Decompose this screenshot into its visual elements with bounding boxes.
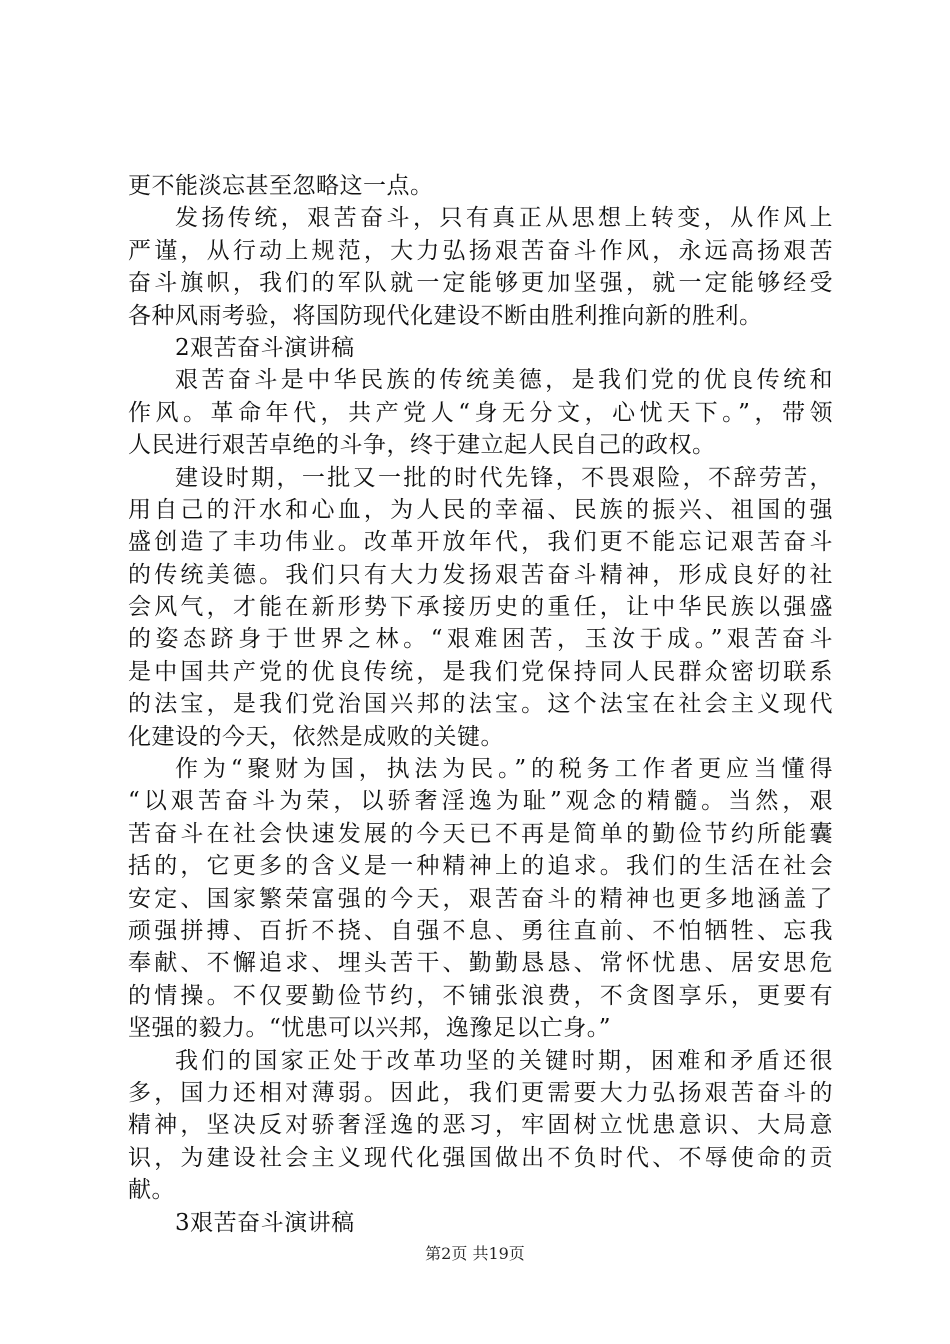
text-line: 括的，它更多的含义是一种精神上的追求。我们的生活在社会 bbox=[128, 853, 833, 880]
text-line: 建设时期，一批又一批的时代先锋，不畏艰险，不辞劳苦， bbox=[175, 464, 833, 491]
text-line: 人民进行艰苦卓绝的斗争，终于建立起人民自己的政权。 bbox=[128, 432, 716, 459]
text-line: 奋斗旗帜，我们的军队就一定能够更加坚强，就一定能够经受 bbox=[128, 270, 833, 297]
text-line: 艰苦奋斗是中华民族的传统美德，是我们党的优良传统和 bbox=[175, 367, 833, 394]
text-line: 是中国共产党的优良传统，是我们党保持同人民群众密切联系 bbox=[128, 658, 833, 685]
section-heading: 2艰苦奋斗演讲稿 bbox=[175, 334, 355, 361]
text-line: 各种风雨考验，将国防现代化建设不断由胜利推向新的胜利。 bbox=[128, 302, 763, 329]
text-line: 发扬传统，艰苦奋斗，只有真正从思想上转变，从作风上 bbox=[175, 205, 833, 232]
text-line: 作为“聚财为国，执法为民。”的税务工作者更应当懂得 bbox=[175, 756, 833, 783]
text-line: 奉献、不懈追求、埋头苦干、勤勤恳恳、常怀忧患、居安思危 bbox=[128, 950, 833, 977]
text-line: 的姿态跻身于世界之林。“艰难困苦，玉汝于成。”艰苦奋斗 bbox=[128, 626, 833, 653]
text-line: 献。 bbox=[128, 1177, 175, 1204]
text-line: 的传统美德。我们只有大力发扬艰苦奋斗精神，形成良好的社 bbox=[128, 561, 833, 588]
text-line: 化建设的今天，依然是成败的关键。 bbox=[128, 723, 504, 750]
text-line: 多，国力还相对薄弱。因此，我们更需要大力弘扬艰苦奋斗的 bbox=[128, 1079, 833, 1106]
document-body bbox=[128, 170, 833, 1239]
text-line: 用自己的汗水和心血，为人民的幸福、民族的振兴、祖国的强 bbox=[128, 496, 833, 523]
text-line: 的法宝，是我们党治国兴邦的法宝。这个法宝在社会主义现代 bbox=[128, 691, 833, 718]
text-line: 盛创造了丰功伟业。改革开放年代，我们更不能忘记艰苦奋斗 bbox=[128, 529, 833, 556]
text-line: 作风。革命年代，共产党人“身无分文，心忧天下。”，带领 bbox=[128, 399, 833, 426]
text-line: 安定、国家繁荣富强的今天，艰苦奋斗的精神也更多地涵盖了 bbox=[128, 885, 833, 912]
text-line: 精神，坚决反对骄奢淫逸的恶习，牢固树立忧患意识、大局意 bbox=[128, 1112, 833, 1139]
text-line: 更不能淡忘甚至忽略这一点。 bbox=[128, 173, 434, 199]
text-line: 严谨，从行动上规范，大力弘扬艰苦奋斗作风，永远高扬艰苦 bbox=[128, 237, 833, 264]
text-line: “以艰苦奋斗为荣，以骄奢淫逸为耻”观念的精髓。当然，艰 bbox=[128, 788, 833, 815]
text-line: 我们的国家正处于改革功坚的关键时期，困难和矛盾还很 bbox=[175, 1047, 833, 1074]
text-line: 苦奋斗在社会快速发展的今天已不再是简单的勤俭节约所能囊 bbox=[128, 820, 833, 847]
section-heading: 3艰苦奋斗演讲稿 bbox=[175, 1209, 355, 1236]
text-line: 的情操。不仅要勤俭节约，不铺张浪费，不贪图享乐，更要有 bbox=[128, 982, 833, 1009]
text-line: 识，为建设社会主义现代化强国做出不负时代、不辱使命的贡 bbox=[128, 1144, 833, 1171]
text-line: 会风气，才能在新形势下承接历史的重任，让中华民族以强盛 bbox=[128, 594, 833, 621]
text-line: 顽强拼搏、百折不挠、自强不息、勇往直前、不怕牺牲、忘我 bbox=[128, 917, 833, 944]
page-number-footer: 第2页 共19页 bbox=[425, 1244, 525, 1263]
text-line: 坚强的毅力。“忧患可以兴邦，逸豫足以亡身。” bbox=[128, 1015, 612, 1042]
